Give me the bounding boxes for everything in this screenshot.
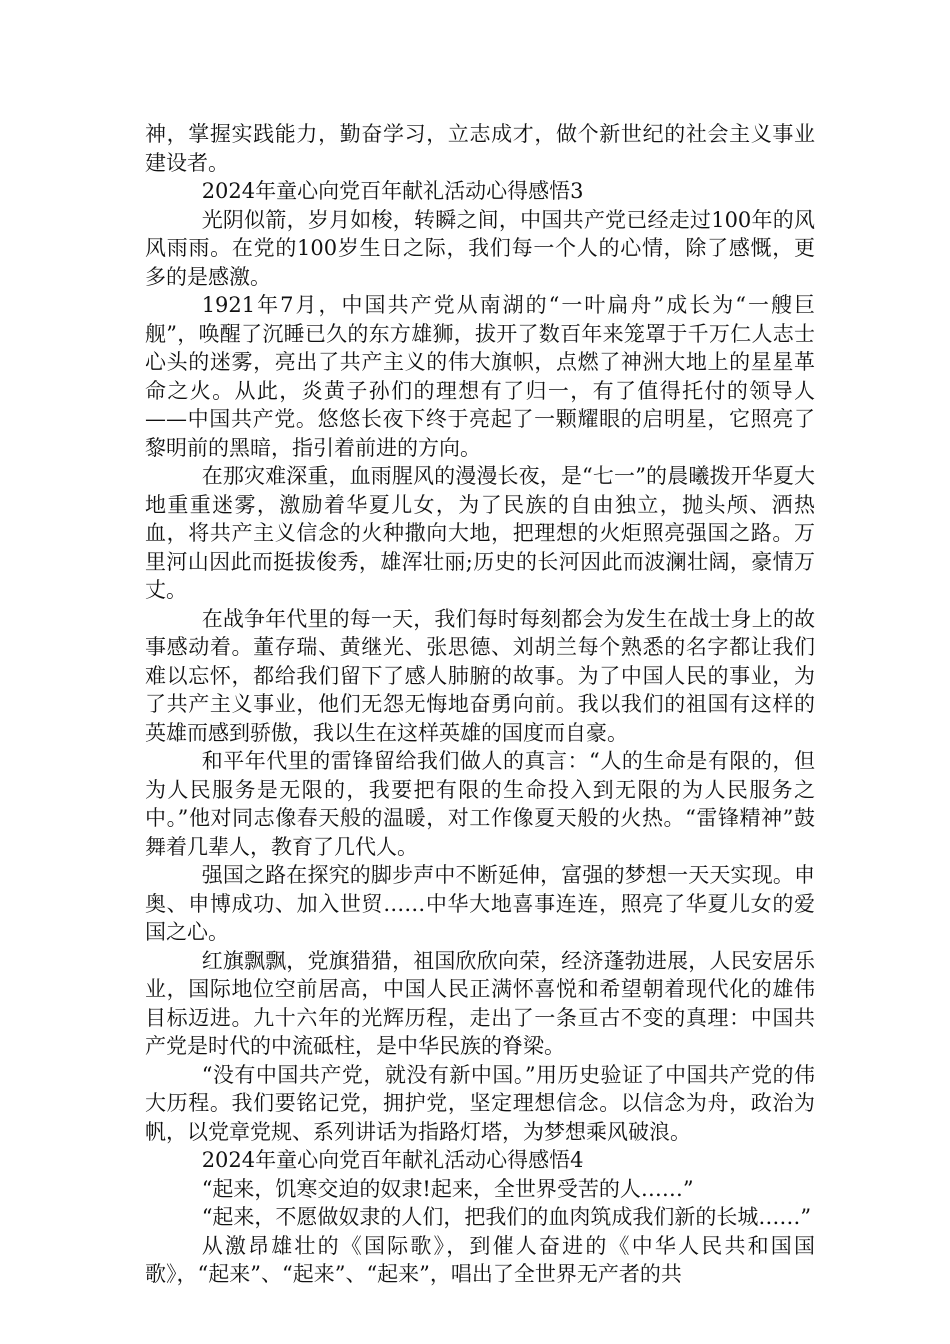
paragraph: 和平年代里的雷锋留给我们做人的真言：“人的生命是有限的，但为人民服务是无限的，我要把有限的生命投入到无限的为人民服务之中。”他对同志像春天般的温暖，对工作像夏天般的火热。“雷锋精神”鼓舞着几辈人，教育了几代人。	[145, 749, 815, 859]
paragraph-quote: “起来，饥寒交迫的奴隶!起来，全世界受苦的人……”	[201, 1176, 694, 1201]
paragraph: 在战争年代里的每一天，我们每时每刻都会为发生在战士身上的故事感动着。董存瑞、黄继光、张思德、刘胡兰每个熟悉的名字都让我们难以忘怀，都给我们留下了感人肺腑的故事。为了中国人民的事业，为了共产主义事业，他们无怨无悔地奋勇向前。我以我们的祖国有这样的英雄而感到骄傲，我以生在这样英雄的国度而自豪。	[145, 606, 815, 745]
paragraph: “没有中国共产党，就没有新中国。”用历史验证了中国共产党的伟大历程。我们要铭记党，拥护党，坚定理想信念。以信念为舟，政治为帆，以党章党规、系列讲话为指路灯塔，为梦想乘风破浪。	[145, 1062, 815, 1144]
paragraph: 强国之路在探究的脚步声中不断延伸，富强的梦想一天天实现。申奥、申博成功、加入世贸……中华大地喜事连连，照亮了华夏儿女的爱国之心。	[145, 863, 815, 944]
paragraph-continuation: 神，掌握实践能力，勤奋学习，立志成才，做个新世纪的社会主义事业建设者。	[145, 122, 815, 175]
paragraph: 在那灾难深重，血雨腥风的漫漫长夜，是“七一”的晨曦拨开华夏大地重重迷雾，激励着华夏儿女，为了民族的自由独立，抛头颅、洒热血，将共产主义信念的火种撒向大地，把理想的火炬照亮强国之路。万里河山因此而挺拔俊秀，雄浑壮丽;历史的长河因此而波澜壮阔，豪情万丈。	[145, 464, 815, 602]
paragraph: 光阴似箭，岁月如梭，转瞬之间，中国共产党已经走过100年的风风雨雨。在党的100岁生日之际，我们每一个人的心情，除了感慨，更多的是感激。	[145, 207, 815, 289]
paragraph-quote: “起来，不愿做奴隶的人们，把我们的血肉筑成我们新的长城……”	[201, 1205, 812, 1229]
paragraph: 从激昂雄壮的《国际歌》，到催人奋进的《中华人民共和国国歌》，“起来”、“起来”、“起来”，唱出了全世界无产者的共	[145, 1233, 815, 1286]
paragraph: 1921年7月，中国共产党从南湖的“一叶扁舟”成长为“一艘巨舰”，唤醒了沉睡已久的东方雄狮，拔开了数百年来笼罩于千万仁人志士心头的迷雾，亮出了共产主义的伟大旗帜，点燃了神洲大地上的星星革命之火。从此，炎黄子孙们的理想有了归一，有了值得托付的领导人——中国共产党。悠悠长夜下终于亮起了一颗耀眼的启明星，它照亮了黎明前的黑暗，指引着前进的方向。	[145, 293, 815, 460]
section-heading-4: 2024年童心向党百年献礼活动心得感悟4	[201, 1148, 584, 1172]
document-page	[145, 120, 815, 1289]
paragraph: 红旗飘飘，党旗猎猎，祖国欣欣向荣，经济蓬勃进展，人民安居乐业，国际地位空前居高，中国人民正满怀喜悦和希望朝着现代化的雄伟目标迈进。九十六年的光辉历程，走出了一条亘古不变的真理：中国共产党是时代的中流砥柱，是中华民族的脊梁。	[145, 948, 815, 1058]
section-heading-3: 2024年童心向党百年献礼活动心得感悟3	[201, 179, 584, 203]
